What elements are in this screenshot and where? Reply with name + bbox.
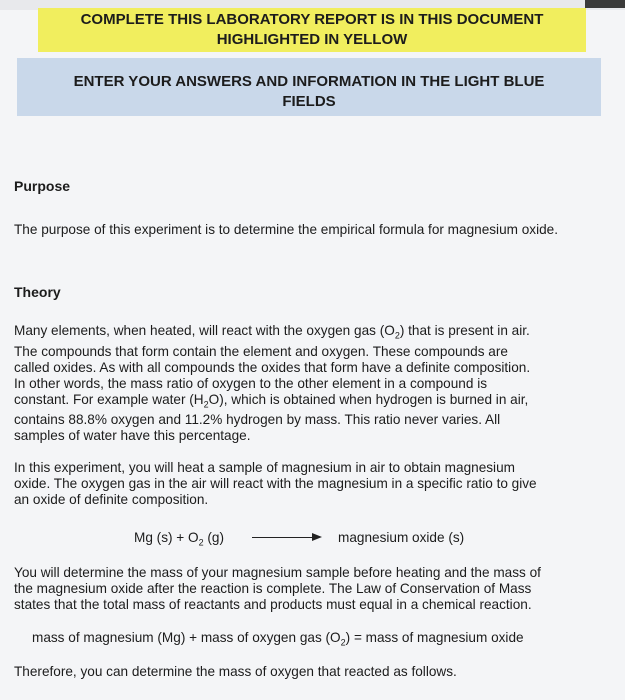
theory-heading: Theory	[14, 284, 61, 300]
instruction-line-2: FIELDS	[282, 93, 336, 110]
purpose-heading: Purpose	[14, 178, 71, 194]
banner-line-2: HIGHLIGHTED IN YELLOW	[216, 31, 408, 48]
theory-paragraph-2: In this experiment, you will heat a sample of magnesium in air to obtain magnesium oxide. The oxygen gas in the air will react with the magnesium in a specific ratio to give an oxide of definite composition.	[14, 460, 537, 507]
theory-paragraph-1: Many elements, when heated, will react with the oxygen gas $(O_2)$ that is present in air. The compounds that form contain the element and oxygen. These compounds are called oxides. As with all compounds the oxides that form have a definite composition. In other words, the mass ratio of oxygen to the other element in a compound is constant. For example water $(H_2O)$, which is obtained when hydrogen is burned in air, contains 88.8% oxygen and 11.2% hydrogen by mass. This ratio never varies. All samples of water have this percentage.	[14, 323, 531, 444]
closing-sentence: Therefore, you can determine the mass of oxygen that reacted as follows.	[14, 664, 457, 679]
theory-paragraph-3: You will determine the mass of your magnesium sample before heating and the mass of the magnesium oxide after the reaction is complete. The Law of Conservation of Mass states that the total mass of reactants and products must equal in a chemical reaction.	[14, 565, 541, 612]
blue-instruction-box	[17, 58, 601, 116]
banner-line-1: COMPLETE THIS LABORATORY REPORT IS IN THIS DOCUMENT	[80, 11, 544, 28]
yellow-banner	[38, 8, 586, 52]
reaction-equation-right: magnesium oxide (s)	[338, 530, 465, 545]
mass-equation: mass of magnesium (Mg) + mass of oxygen gas $(O_2)$ = mass of magnesium oxide	[32, 630, 524, 648]
instruction-line-1: ENTER YOUR ANSWERS AND INFORMATION IN THE LIGHT BLUE	[73, 73, 545, 90]
reaction-equation-left: Mg $(s) + O_2$ (g)	[134, 530, 224, 548]
dark-corner	[585, 0, 625, 8]
reaction-arrow-icon	[252, 533, 322, 543]
purpose-text: The purpose of this experiment is to determine the empirical formula for magnesium oxide.	[14, 222, 559, 237]
